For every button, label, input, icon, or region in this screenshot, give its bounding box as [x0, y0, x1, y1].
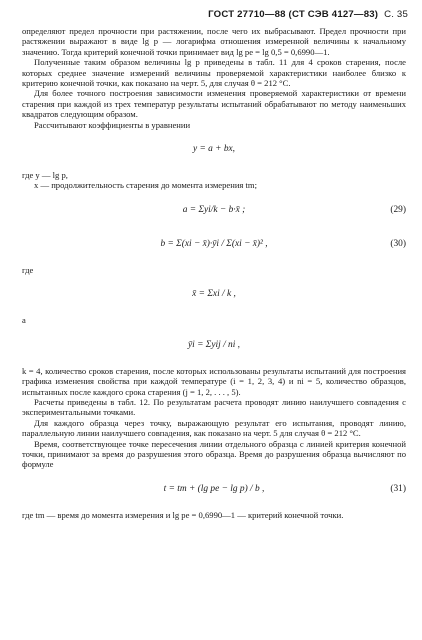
- where-x: x — продолжительность старения до момента измерения tm;: [34, 180, 257, 191]
- equation-ybar: [22, 332, 406, 360]
- equation-30-text: b = Σ(xi − x̄)·ȳi / Σ(xi − x̄)² ,: [160, 238, 268, 249]
- paragraph-9: где tm — время до момента измерения и lg pe = 0,6990—1 — критерий конечной точки.: [22, 509, 344, 520]
- equation-29-number: (29): [390, 204, 406, 215]
- page-header: [208, 10, 408, 20]
- equation-29: [22, 197, 406, 225]
- equation-main-text: y = a + bx,: [192, 144, 236, 155]
- paragraph-1: определяют предел прочности при растяжении, после чего их выбрасывают. Предел прочности при растяжении выражают в виде lg p — логарифма отношения измеренной величины к начальному значению. Тогда критерий конечной точки принимает вид lg pe = lg 0,5 = 0,6990—1.: [22, 26, 406, 57]
- equation-31-number: (31): [390, 483, 406, 494]
- equation-xbar: [22, 281, 406, 309]
- where-y: где y — lg p,: [22, 170, 68, 181]
- standard-title: ГОСТ 27710—88 (СТ СЭВ 4127—83): [208, 9, 379, 20]
- label-a: а: [22, 315, 26, 326]
- paragraph-7: Для каждого образца через точку, выражающую результат его испытания, проводят линию, параллельную линии наилучшего совпадения, как показано на черт. 5 для случая θ = 212 °С.: [22, 417, 406, 439]
- equation-30-number: (30): [390, 238, 406, 249]
- paragraph-8: Время, соответствующее точке пересечения линии отдельного образца с линией критерия конечной точки, принимают за время до разрушения этого образца. Время до разрушения образца вычисляют по формуле: [22, 438, 406, 470]
- paragraph-6: Расчеты приведены в табл. 12. По результатам расчета проводят линию наилучшего совпадения с экспериментальными точками.: [22, 396, 406, 418]
- equation-main: [22, 136, 406, 164]
- equation-31-text: t = tm + (lg pe − lg p) / b ,: [163, 483, 265, 494]
- equation-31: [22, 476, 406, 504]
- paragraph-5: k = 4, количество сроков старения, после которых использованы результаты испытаний для построения графика изменения свойства при каждой температуре (i = 1, 2, 3, 4) и ni = 5, количество образцов, испытанных после каждого срока старения (j = 1, 2, . . . , 5).: [22, 365, 406, 397]
- equation-30: [22, 231, 406, 259]
- equation-29-text: a = Σyi/k − b·x̄ ;: [182, 204, 246, 215]
- page-body: [22, 26, 406, 520]
- equation-ybar-text: ȳi = Σyij / ni ,: [188, 339, 240, 350]
- label-where: где: [22, 264, 34, 275]
- paragraph-3: Для более точного построения зависимости изменения проверяемой характеристики от времени старения при каждой из трех температур результаты испытаний обрабатывают по методу наименьших квадратов следующим образом.: [22, 88, 406, 120]
- equation-xbar-text: x̄ = Σxi / k ,: [192, 289, 236, 300]
- paragraph-4: Рассчитывают коэффициенты в уравнении: [34, 119, 191, 130]
- paragraph-2: Полученные таким образом величины lg p приведены в табл. 11 для 4 сроков старения, после которых среднее значение измерений величины проверяемой характеристики наиболее близко к критерию конечной точки, как показано на черт. 5, для случая θ = 212 °С.: [22, 57, 406, 89]
- page-number: С. 35: [384, 9, 408, 20]
